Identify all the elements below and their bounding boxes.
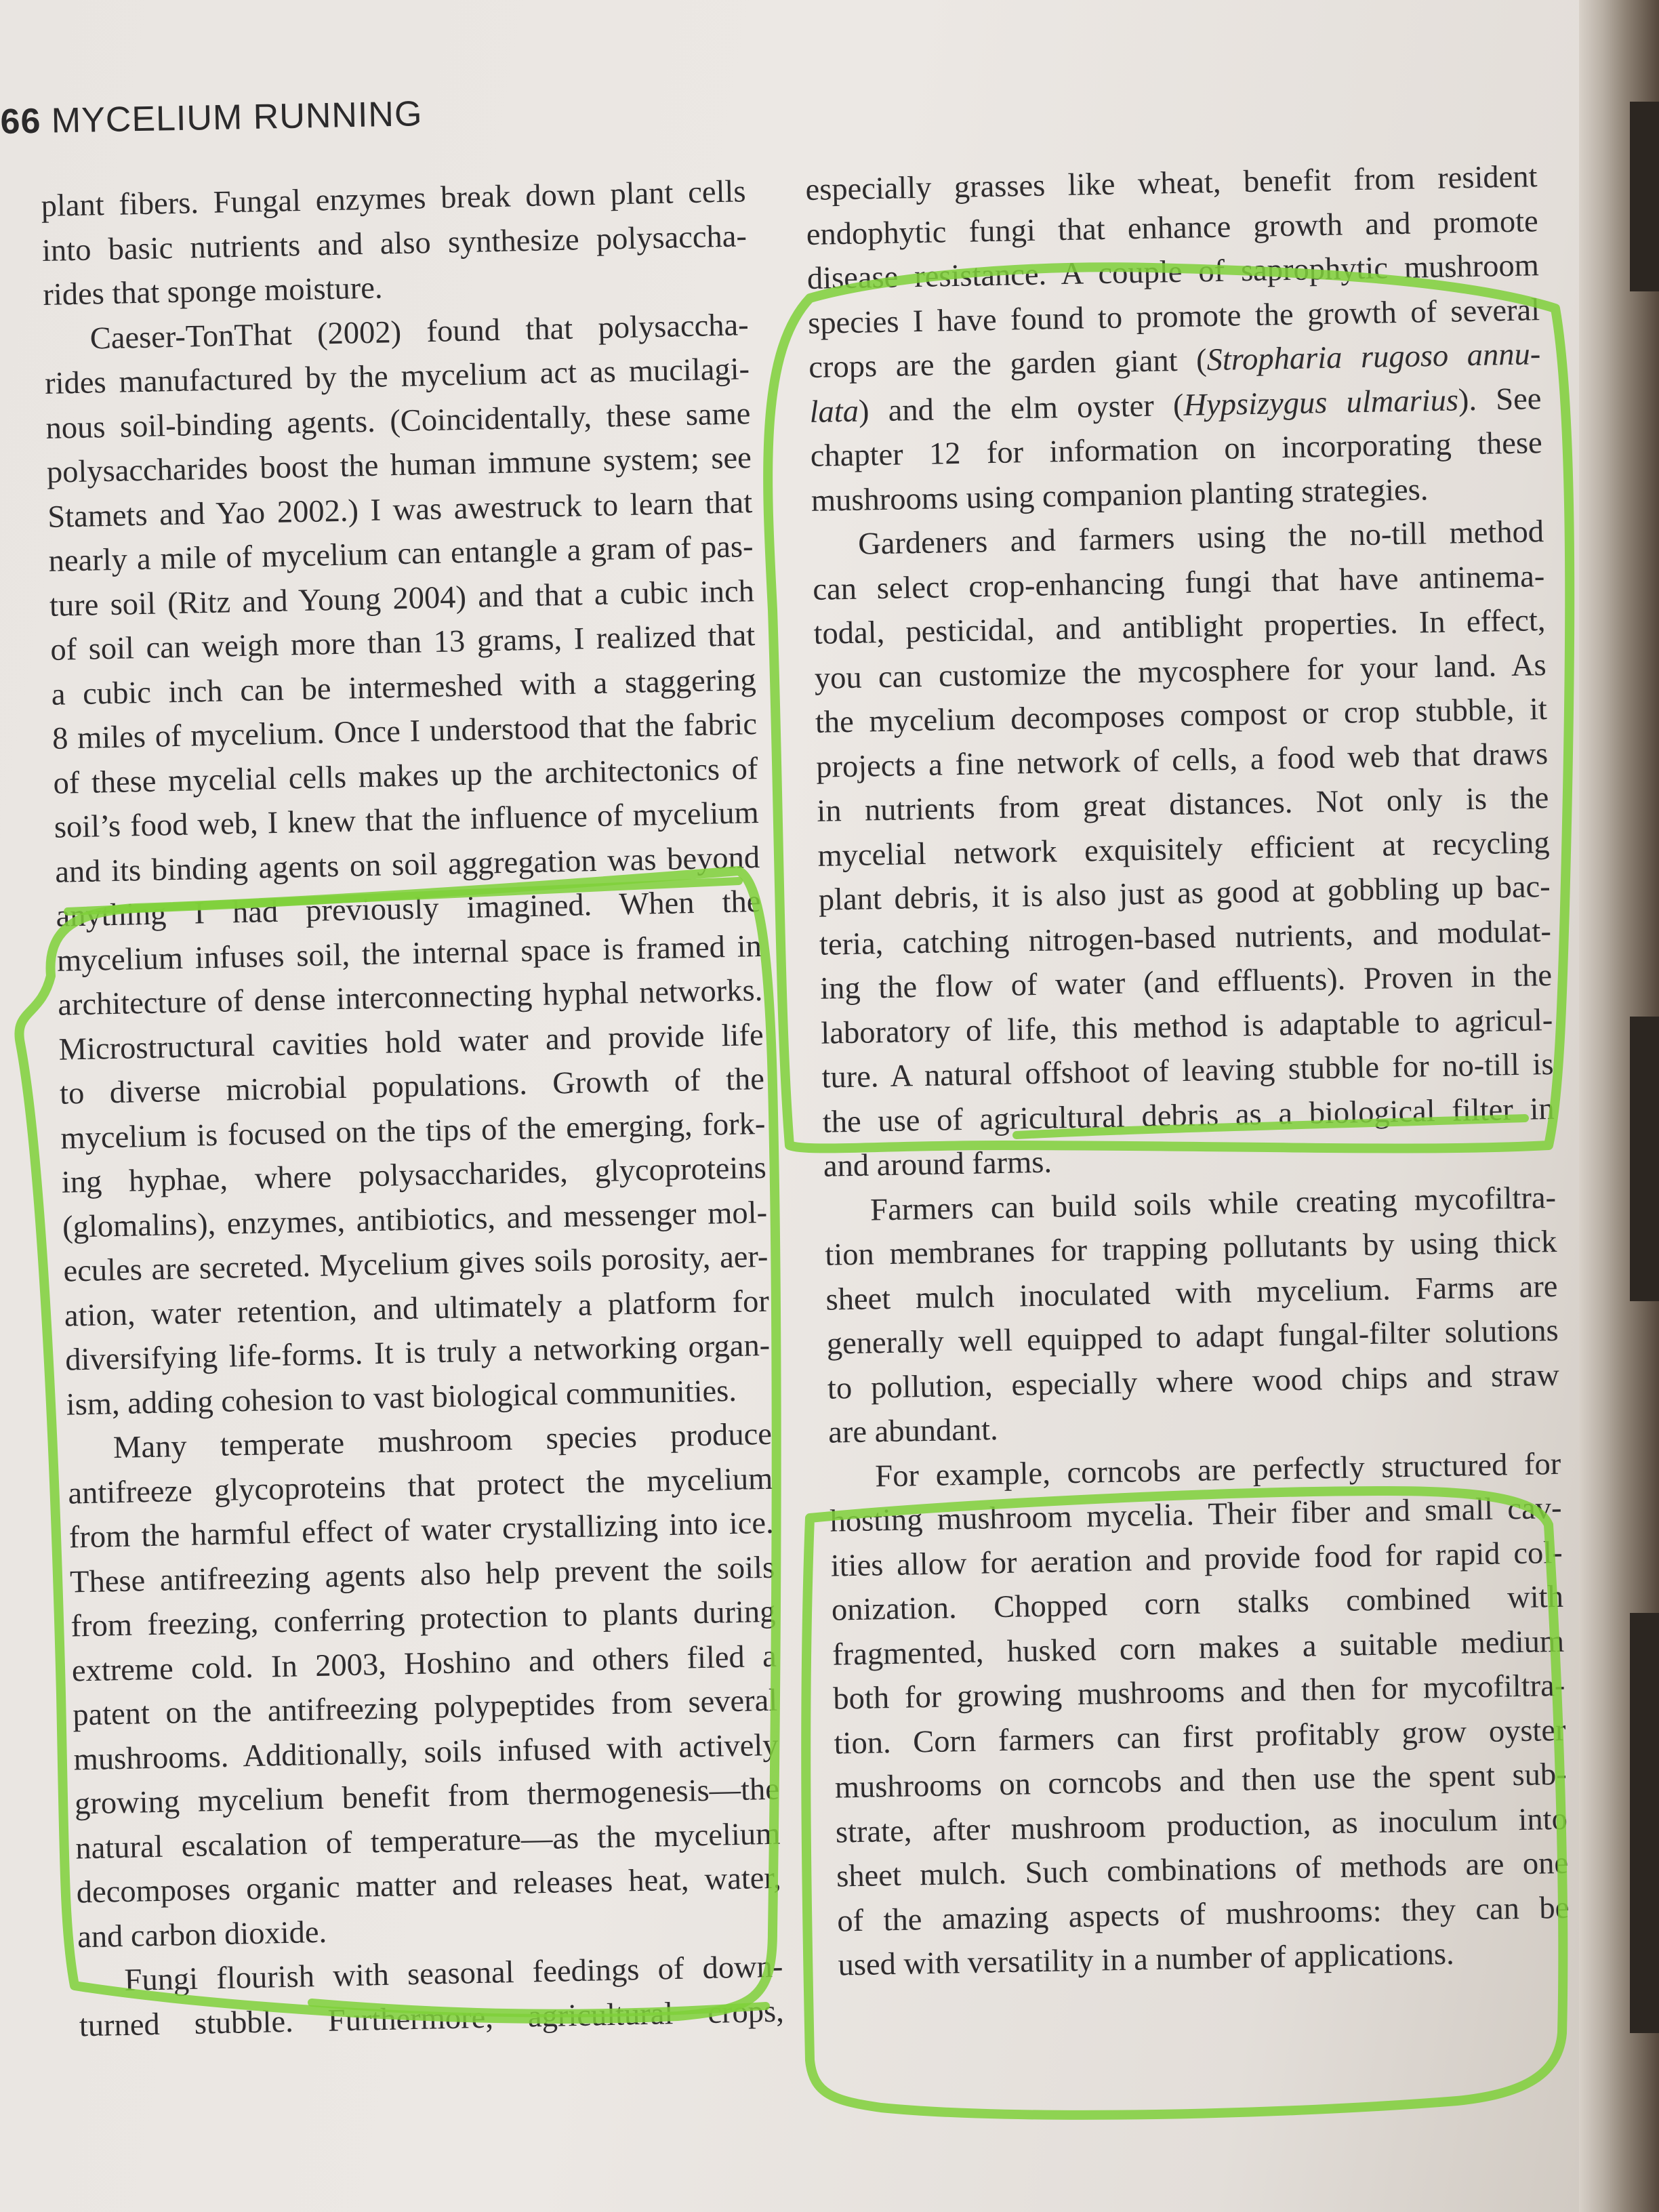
running-title: MYCELIUM RUNNING <box>51 94 423 141</box>
text-line: ism, adding cohesion to vast biological communities. <box>66 1373 737 1422</box>
text-line: For example, corncobs are perfectly structured for <box>874 1446 1561 1494</box>
text-line: both for growing mushrooms and then for mycofiltra- <box>832 1668 1565 1717</box>
text-line: architecture of dense interconnecting hyphal networks. <box>57 972 763 1023</box>
text-line: disease resistance. A couple of saprophytic mushroom <box>806 248 1540 296</box>
text-line: anything I had previously imagined. When the <box>56 884 761 934</box>
left-text-column <box>41 169 784 2048</box>
text-line: species I have found to promote the growth of several <box>807 292 1540 341</box>
text-line: mushrooms. Additionally, soils infused with actively <box>73 1727 779 1777</box>
right-text-column <box>805 155 1570 1988</box>
text-line: sheet mulch. Such combinations of methods are one <box>836 1845 1569 1894</box>
text-line: a cubic inch can be intermeshed with a staggering <box>51 662 757 712</box>
text-line: rides manufactured by the mycelium act as mucilagi- <box>44 352 750 401</box>
text-line: in nutrients from great distances. Not only is the <box>816 781 1549 829</box>
text-line: mushrooms using companion planting strategies. <box>811 472 1429 518</box>
text-line: the use of agricultural debris as a biological filter in <box>822 1091 1555 1140</box>
text-line: used with versatility in a number of applications. <box>838 1936 1455 1983</box>
facing-page-edge <box>1630 1017 1659 1301</box>
text-line: todal, pesticidal, and antiblight properties. In effect, <box>813 603 1546 651</box>
text-line: polysaccharides boost the human immune system; see <box>46 441 752 490</box>
text-line: teria, catching nitrogen-based nutrients, and modulat- <box>819 914 1552 962</box>
text-line: and its binding agents on soil aggregation was beyond <box>54 840 760 890</box>
text-line: are abundant. <box>827 1412 999 1450</box>
text-line: diversifying life-forms. It is truly a networking organ- <box>64 1328 771 1378</box>
text-line: and around farms. <box>823 1145 1052 1184</box>
text-line: and carbon dioxide. <box>77 1914 327 1954</box>
text-line: generally well equipped to adapt fungal-filter solutions <box>826 1313 1559 1361</box>
text-line: Many temperate mushroom species produce <box>112 1416 773 1466</box>
text-line: nearly a mile of mycelium can entangle a gram of pas- <box>48 529 754 579</box>
text-line: into basic nutrients and also synthesize polysaccha- <box>41 218 747 268</box>
text-line: strate, after mushroom production, as inoculum into <box>835 1801 1568 1850</box>
text-line: Gardeners and farmers using the no-till method <box>857 514 1544 562</box>
text-line: sheet mulch inoculated with mycelium. Farms are <box>825 1269 1558 1317</box>
text-line: hosting mushroom mycelia. Their fiber and small cav- <box>830 1490 1562 1539</box>
text-line: of these mycelial cells makes up the architectonics of <box>52 751 758 801</box>
text-line: nous soil-binding agents. (Coincidentally, these same <box>45 396 751 446</box>
text-line: Caeser-TonThat (2002) found that polysaccha- <box>89 307 750 356</box>
text-line: growing mycelium benefit from thermogenesis—the <box>74 1771 780 1822</box>
text-line: laboratory of life, this method is adaptable to agricul- <box>820 1002 1553 1051</box>
text-line: can select crop-enhancing fungi that have antinema- <box>812 558 1545 607</box>
text-line: from the harmful effect of water crystallizing into ice. <box>68 1505 775 1555</box>
text-line: crops are the garden giant (Stropharia rugoso annu- <box>808 337 1541 385</box>
text-line: ing the flow of water (and effluents). Proven in the <box>819 958 1553 1006</box>
text-line: of the amazing aspects of mushrooms: they can be <box>836 1890 1570 1939</box>
text-line: to diverse microbial populations. Growth of the <box>59 1061 765 1111</box>
text-line: ation, water retention, and ultimately a platform for <box>64 1284 770 1334</box>
text-line: chapter 12 for information on incorporating these <box>810 426 1543 474</box>
text-line: from freezing, conferring protection to plants during <box>70 1594 776 1644</box>
text-line: decomposes organic matter and releases heat, water, <box>76 1860 782 1910</box>
text-line: patent on the antifreezing polypeptides from several <box>72 1683 778 1733</box>
text-line: These antifreezing agents also help prevent the soils <box>69 1550 775 1600</box>
text-line: natural escalation of temperature—as the mycelium <box>75 1816 781 1866</box>
text-line: extreme cold. In 2003, Hoshino and others filed a <box>71 1639 777 1689</box>
text-line: plant debris, it is also just as good at gobbling up bac- <box>818 869 1551 918</box>
text-line: projects a fine network of cells, a food web that draws <box>815 736 1549 785</box>
text-line: ing hyphae, where polysaccharides, glycoproteins <box>61 1150 767 1200</box>
text-line: 8 miles of mycelium. Once I understood that the fabric <box>52 707 758 756</box>
text-line: onization. Chopped corn stalks combined with <box>831 1579 1564 1628</box>
text-line: ities allow for aeration and provide food for rapid col- <box>830 1535 1563 1584</box>
text-line: of soil can weigh more than 13 grams, I realized that <box>49 618 756 668</box>
text-line: soil’s food web, I knew that the influence of mycelium <box>54 796 760 845</box>
text-line: the mycelium decomposes compost or crop stubble, it <box>815 692 1548 740</box>
text-line: mushrooms on corncobs and then use the spent sub- <box>834 1757 1568 1805</box>
text-line: plant fibers. Fungal enzymes break down plant cells <box>41 174 746 224</box>
text-line: tion membranes for trapping pollutants by using thick <box>824 1224 1557 1273</box>
running-header <box>0 94 423 142</box>
text-line: ture soil (Ritz and Young 2004) and that a cubic inch <box>49 573 755 623</box>
text-line: you can customize the mycosphere for your land. As <box>814 647 1547 696</box>
text-line: Stamets and Yao 2002.) I was awestruck to learn that <box>47 485 753 535</box>
text-line: especially grasses like wheat, benefit from resident <box>805 159 1538 207</box>
text-line: tion. Corn farmers can first profitably grow oyster <box>834 1713 1566 1761</box>
text-line: endophytic fungi that enhance growth and promote <box>806 203 1539 252</box>
facing-page-edge <box>1630 1613 1659 2033</box>
text-line: Microstructural cavities hold water and provide life <box>58 1017 764 1067</box>
text-line: mycelium is focused on the tips of the emerging, fork- <box>60 1106 766 1156</box>
page-number: 66 <box>0 101 41 142</box>
text-line: Fungi flourish with seasonal feedings of down- <box>124 1949 783 1998</box>
text-line: ecules are secreted. Mycelium gives soils porosity, aer- <box>63 1239 769 1289</box>
facing-page-edge <box>1630 102 1659 291</box>
text-line: Farmers can build soils while creating mycofiltra- <box>869 1180 1557 1227</box>
text-line: antifreeze glycoproteins that protect the mycelium <box>67 1461 773 1511</box>
text-line: to pollution, especially where wood chips and straw <box>827 1357 1560 1406</box>
text-line: lata) and the elm oyster (Hypsizygus ulmarius). See <box>809 381 1542 430</box>
text-line: turned stubble. Furthermore, agricultural crops, <box>79 1994 785 2043</box>
text-line: mycelium infuses soil, the internal space is framed in <box>56 928 762 979</box>
text-line: rides that sponge moisture. <box>42 270 383 312</box>
text-line: ture. A natural offshoot of leaving stubble for no-till is <box>821 1046 1554 1095</box>
text-line: (glomalins), enzymes, antibiotics, and messenger mol- <box>62 1195 768 1245</box>
text-line: mycelial network exquisitely efficient at recycling <box>817 825 1550 874</box>
text-line: fragmented, husked corn makes a suitable medium <box>832 1624 1565 1673</box>
